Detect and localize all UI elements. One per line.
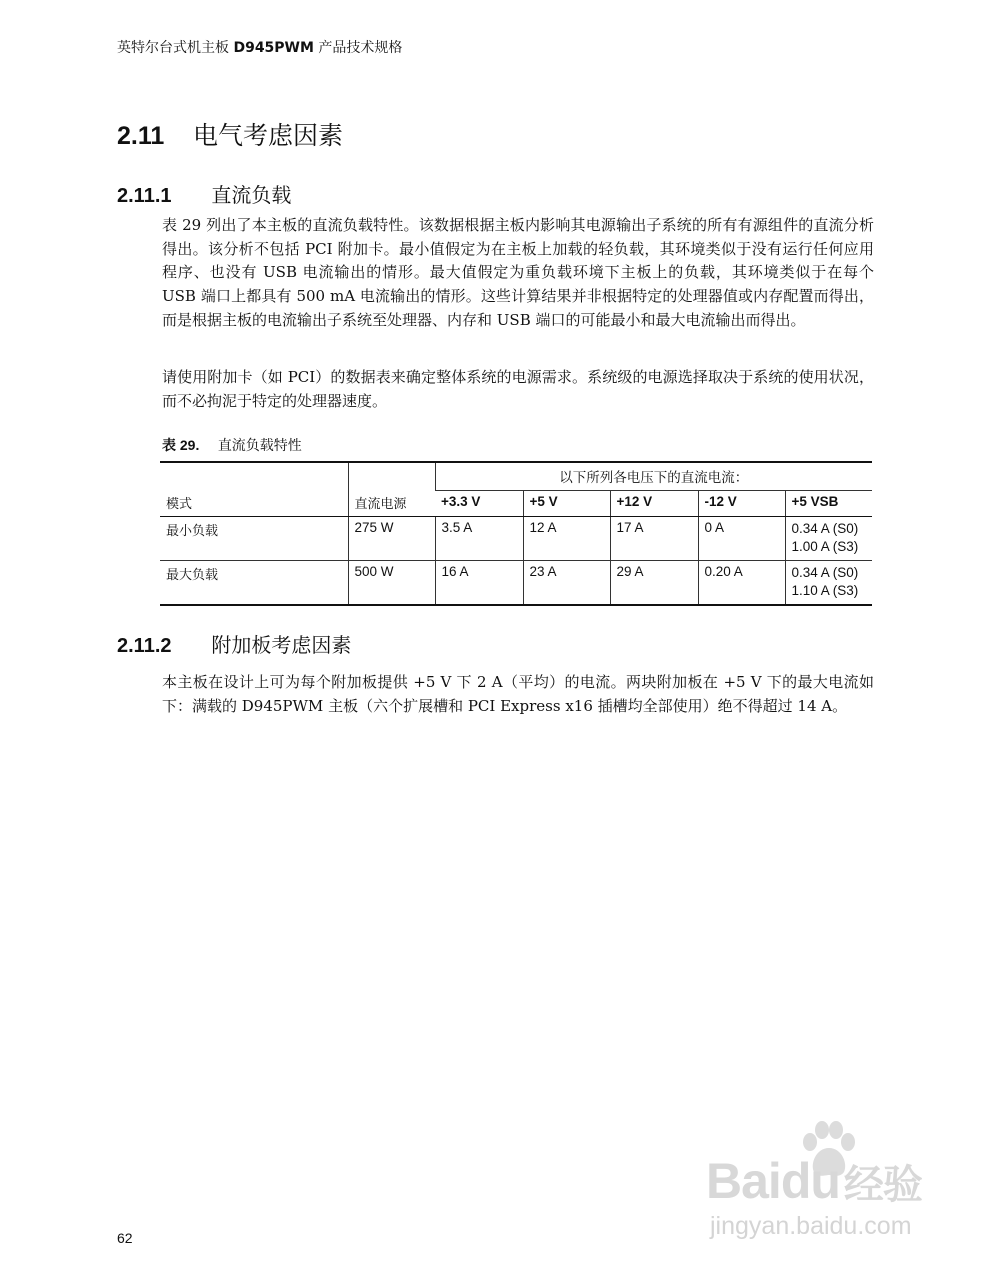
table-header-row-group [160,462,872,491]
subsection-1-number: 2.11.1 [117,185,172,207]
cell-5vsb-s3: 1.00 A (S3) [791,539,859,554]
subsection-2-title: 附加板考虑因素 [211,633,352,657]
column-header-dc-power: 直流电源 [348,462,435,517]
page-number: 62 [117,1230,133,1246]
subsection-1-heading [117,179,291,208]
subsection-2-heading [117,629,351,658]
cell-mode: 最大负载 [160,561,348,606]
section-title: 电气考虑因素 [192,121,343,150]
column-group-header: 以下所列各电压下的直流电流： [435,462,872,491]
watermark-logo-bai: Bai [706,1153,781,1209]
cell-3v3: 3.5 A [435,517,523,561]
cell-5vsb [785,517,872,561]
table-caption-label: 表 29. [162,437,200,453]
cell-dc-power: 500 W [348,561,435,606]
running-header [117,37,402,57]
column-header-12v: +12 V [610,491,698,517]
column-header-3v3: +3.3 V [435,491,523,517]
cell-neg12v: 0 A [698,517,785,561]
cell-5vsb-s0: 0.34 A (S0) [791,565,859,580]
header-suffix: 产品技术规格 [318,40,403,56]
add-in-board-paragraph: 本主板在设计上可为每个附加板提供 +5 V 下 2 A（平均）的电流。两块附加板在 +5 V 下的最大电流如下：满载的 D945PWM 主板（六个扩展槽和 PCI Express x16 插槽均全部使用）绝不得超过 14 A。 [162,673,874,715]
baidu-jingyan-watermark [700,1120,960,1260]
watermark-logo [706,1152,922,1210]
column-header-neg12v: -12 V [698,491,785,517]
watermark-logo-du: du [780,1153,840,1209]
header-prefix: 英特尔台式机主板 [117,40,229,56]
subsection-2-number: 2.11.2 [117,635,172,657]
watermark-url: jingyan.baidu.com [710,1212,912,1240]
watermark-logo-jingyan: 经验 [843,1162,922,1208]
cell-5vsb-s3: 1.10 A (S3) [791,583,859,598]
column-header-mode: 模式 [160,462,348,517]
cell-neg12v: 0.20 A [698,561,785,606]
table-row [160,561,872,606]
dc-load-paragraph-2: 请使用附加卡（如 PCI）的数据表来确定整体系统的电源需求。系统级的电源选择取决于系统的使用状况，而不必拘泥于特定的处理器速度。 [162,368,874,410]
cell-5v: 12 A [523,517,610,561]
cell-12v: 17 A [610,517,698,561]
column-header-5vsb: +5 VSB [785,491,872,517]
cell-mode: 最小负载 [160,517,348,561]
table-caption-title: 直流负载特性 [217,438,302,454]
cell-12v: 29 A [610,561,698,606]
column-header-5v: +5 V [523,491,610,517]
section-number: 2.11 [117,122,165,150]
cell-5vsb [785,561,872,606]
header-model: D945PWM [233,40,314,56]
table-caption [162,435,302,455]
subsection-1-title: 直流负载 [211,183,292,207]
cell-3v3: 16 A [435,561,523,606]
cell-dc-power: 275 W [348,517,435,561]
section-heading [117,116,343,152]
dc-load-paragraph-1: 表 29 列出了本主板的直流负载特性。该数据根据主板内影响其电源输出子系统的所有有源组件的直流分析得出。该分析不包括 PCI 附加卡。最小值假定为在主板上加载的轻负载，其环境类似于没有运行任何应用程序、也没有 USB 电流输出的情形。最大值假定为重负载环境下主板上的负载，其环境类似于在每个 USB 端口上都具有 500 mA 电流输出的情形。这些计算结果并非根据特定的处理器值或内存配置而得出，而是根据主板的电流输出子系统至处理器、内存和 USB 端口的可能最小和最大电流输出而得出。 [162,216,874,329]
cell-5vsb-s0: 0.34 A (S0) [791,521,859,536]
cell-5v: 23 A [523,561,610,606]
dc-load-table [160,461,872,606]
table-row [160,517,872,561]
